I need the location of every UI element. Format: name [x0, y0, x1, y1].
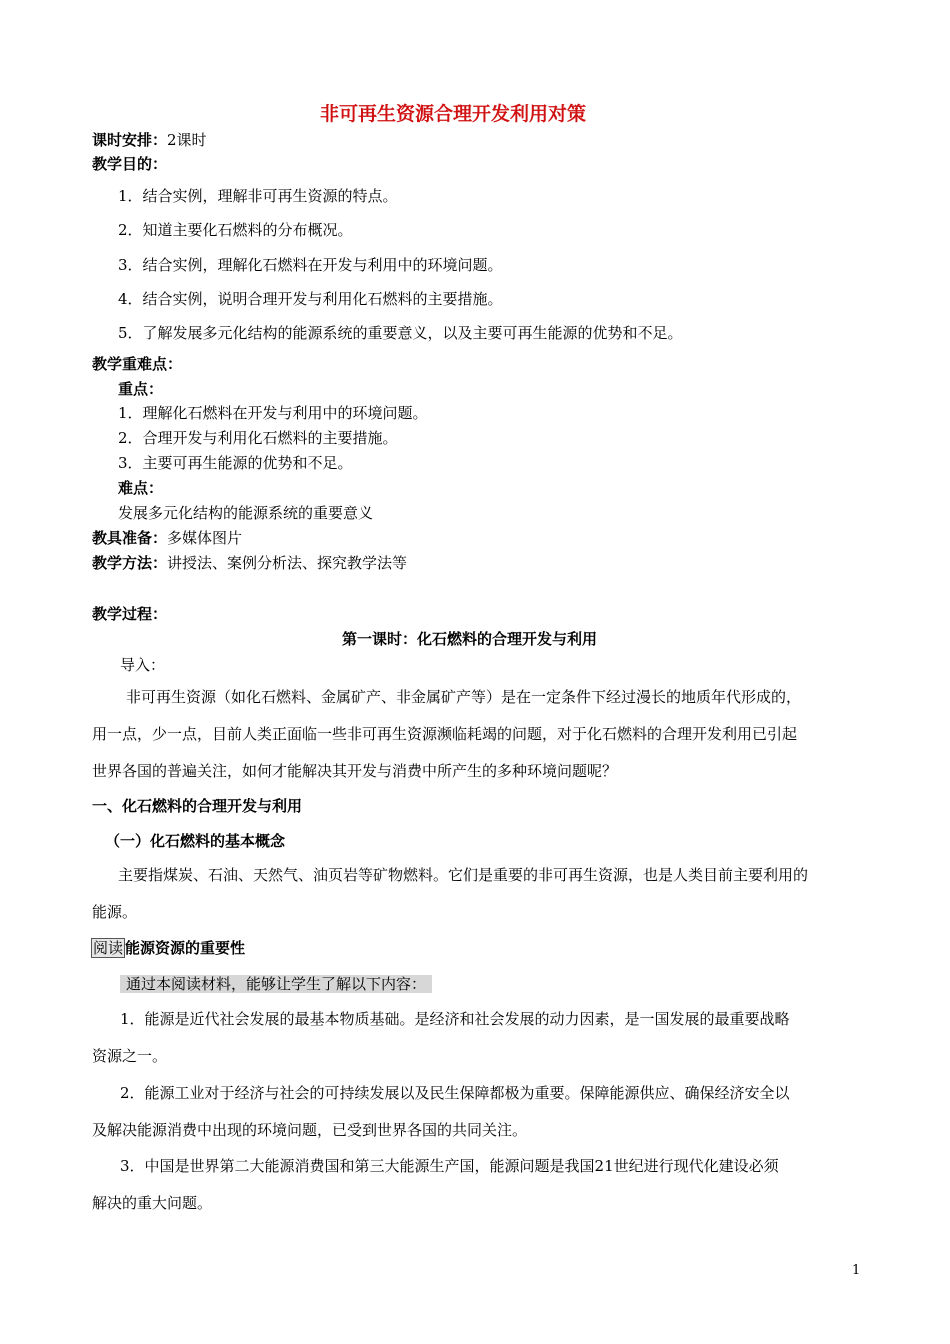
reading-intro: 通过本阅读材料，能够让学生了解以下内容： — [120, 975, 432, 993]
objective-item: 3．结合实例，理解化石燃料在开发与利用中的环境问题。 — [118, 256, 503, 274]
process-heading: 教学过程： — [92, 605, 168, 623]
reading-point-line: 资源之一。 — [92, 1047, 168, 1065]
objectives-heading: 教学目的： — [92, 155, 168, 173]
reading-intro-row — [120, 975, 432, 993]
subsection-heading: （一）化石燃料的基本概念 — [105, 832, 286, 850]
tools-label: 教具准备： — [92, 529, 168, 547]
key-label: 重点： — [118, 380, 164, 398]
methods-row — [92, 554, 407, 572]
intro-label: 导入： — [120, 656, 166, 674]
key-item: 2．合理开发与利用化石燃料的主要措施。 — [118, 429, 398, 447]
concept-line: 主要指煤炭、石油、天然气、油页岩等矿物燃料。它们是重要的非可再生资源，也是人类目前主要利用的 — [118, 866, 809, 884]
intro-line: 世界各国的普遍关注，如何才能解决其开发与消费中所产生的多种环境问题呢？ — [92, 762, 618, 780]
key-item: 3．主要可再生能源的优势和不足。 — [118, 454, 353, 472]
reading-point-line: 1．能源是近代社会发展的最基本物质基础。是经济和社会发展的动力因素，是一国发展的最重要战略 — [120, 1010, 790, 1028]
intro-line: 用一点，少一点，目前人类正面临一些非可再生资源濒临耗竭的问题，对于化石燃料的合理开发利用已引起 — [92, 725, 798, 743]
reading-point-line: 及解决能源消费中出现的环境问题，已受到世界各国的共同关注。 — [92, 1121, 528, 1139]
concept-line: 能源。 — [92, 903, 138, 921]
methods-value: 讲授法、案例分析法、探究教学法等 — [167, 554, 408, 572]
tools-value: 多媒体图片 — [167, 529, 243, 547]
difficult-text: 发展多元化结构的能源系统的重要意义 — [118, 504, 374, 522]
schedule-label: 课时安排： — [92, 131, 168, 149]
schedule-row — [92, 131, 207, 149]
objective-item: 5．了解发展多元化结构的能源系统的重要意义，以及主要可再生能源的优势和不足。 — [118, 324, 683, 342]
schedule-value: 2课时 — [167, 131, 207, 149]
objective-item: 2．知道主要化石燃料的分布概况。 — [118, 221, 353, 239]
reading-title: 能源资源的重要性 — [125, 939, 246, 957]
lesson-title: 第一课时：化石燃料的合理开发与利用 — [342, 630, 598, 648]
intro-line: 非可再生资源（如化石燃料、金属矿产、非金属矿产等）是在一定条件下经过漫长的地质年代形成的， — [126, 688, 802, 706]
reading-point-line: 3．中国是世界第二大能源消费国和第三大能源生产国，能源问题是我国21世纪进行现代化建设必须 — [120, 1157, 779, 1175]
section-heading: 一、化石燃料的合理开发与利用 — [92, 797, 303, 815]
reading-heading — [91, 939, 245, 957]
objective-item: 4．结合实例，说明合理开发与利用化石燃料的主要措施。 — [118, 290, 503, 308]
tools-row — [92, 529, 242, 547]
key-item: 1．理解化石燃料在开发与利用中的环境问题。 — [118, 404, 428, 422]
reading-point-line: 2．能源工业对于经济与社会的可持续发展以及民生保障都极为重要。保障能源供应、确保经济安全以 — [120, 1084, 790, 1102]
difficult-label: 难点： — [118, 479, 164, 497]
key-points-heading: 教学重难点： — [92, 355, 183, 373]
page-number: 1 — [852, 1263, 861, 1278]
methods-label: 教学方法： — [92, 554, 168, 572]
objective-item: 1．结合实例，理解非可再生资源的特点。 — [118, 187, 398, 205]
reading-tag: 阅读 — [93, 939, 124, 957]
page-title: 非可再生资源合理开发利用对策 — [320, 103, 587, 125]
reading-point-line: 解决的重大问题。 — [92, 1194, 213, 1212]
